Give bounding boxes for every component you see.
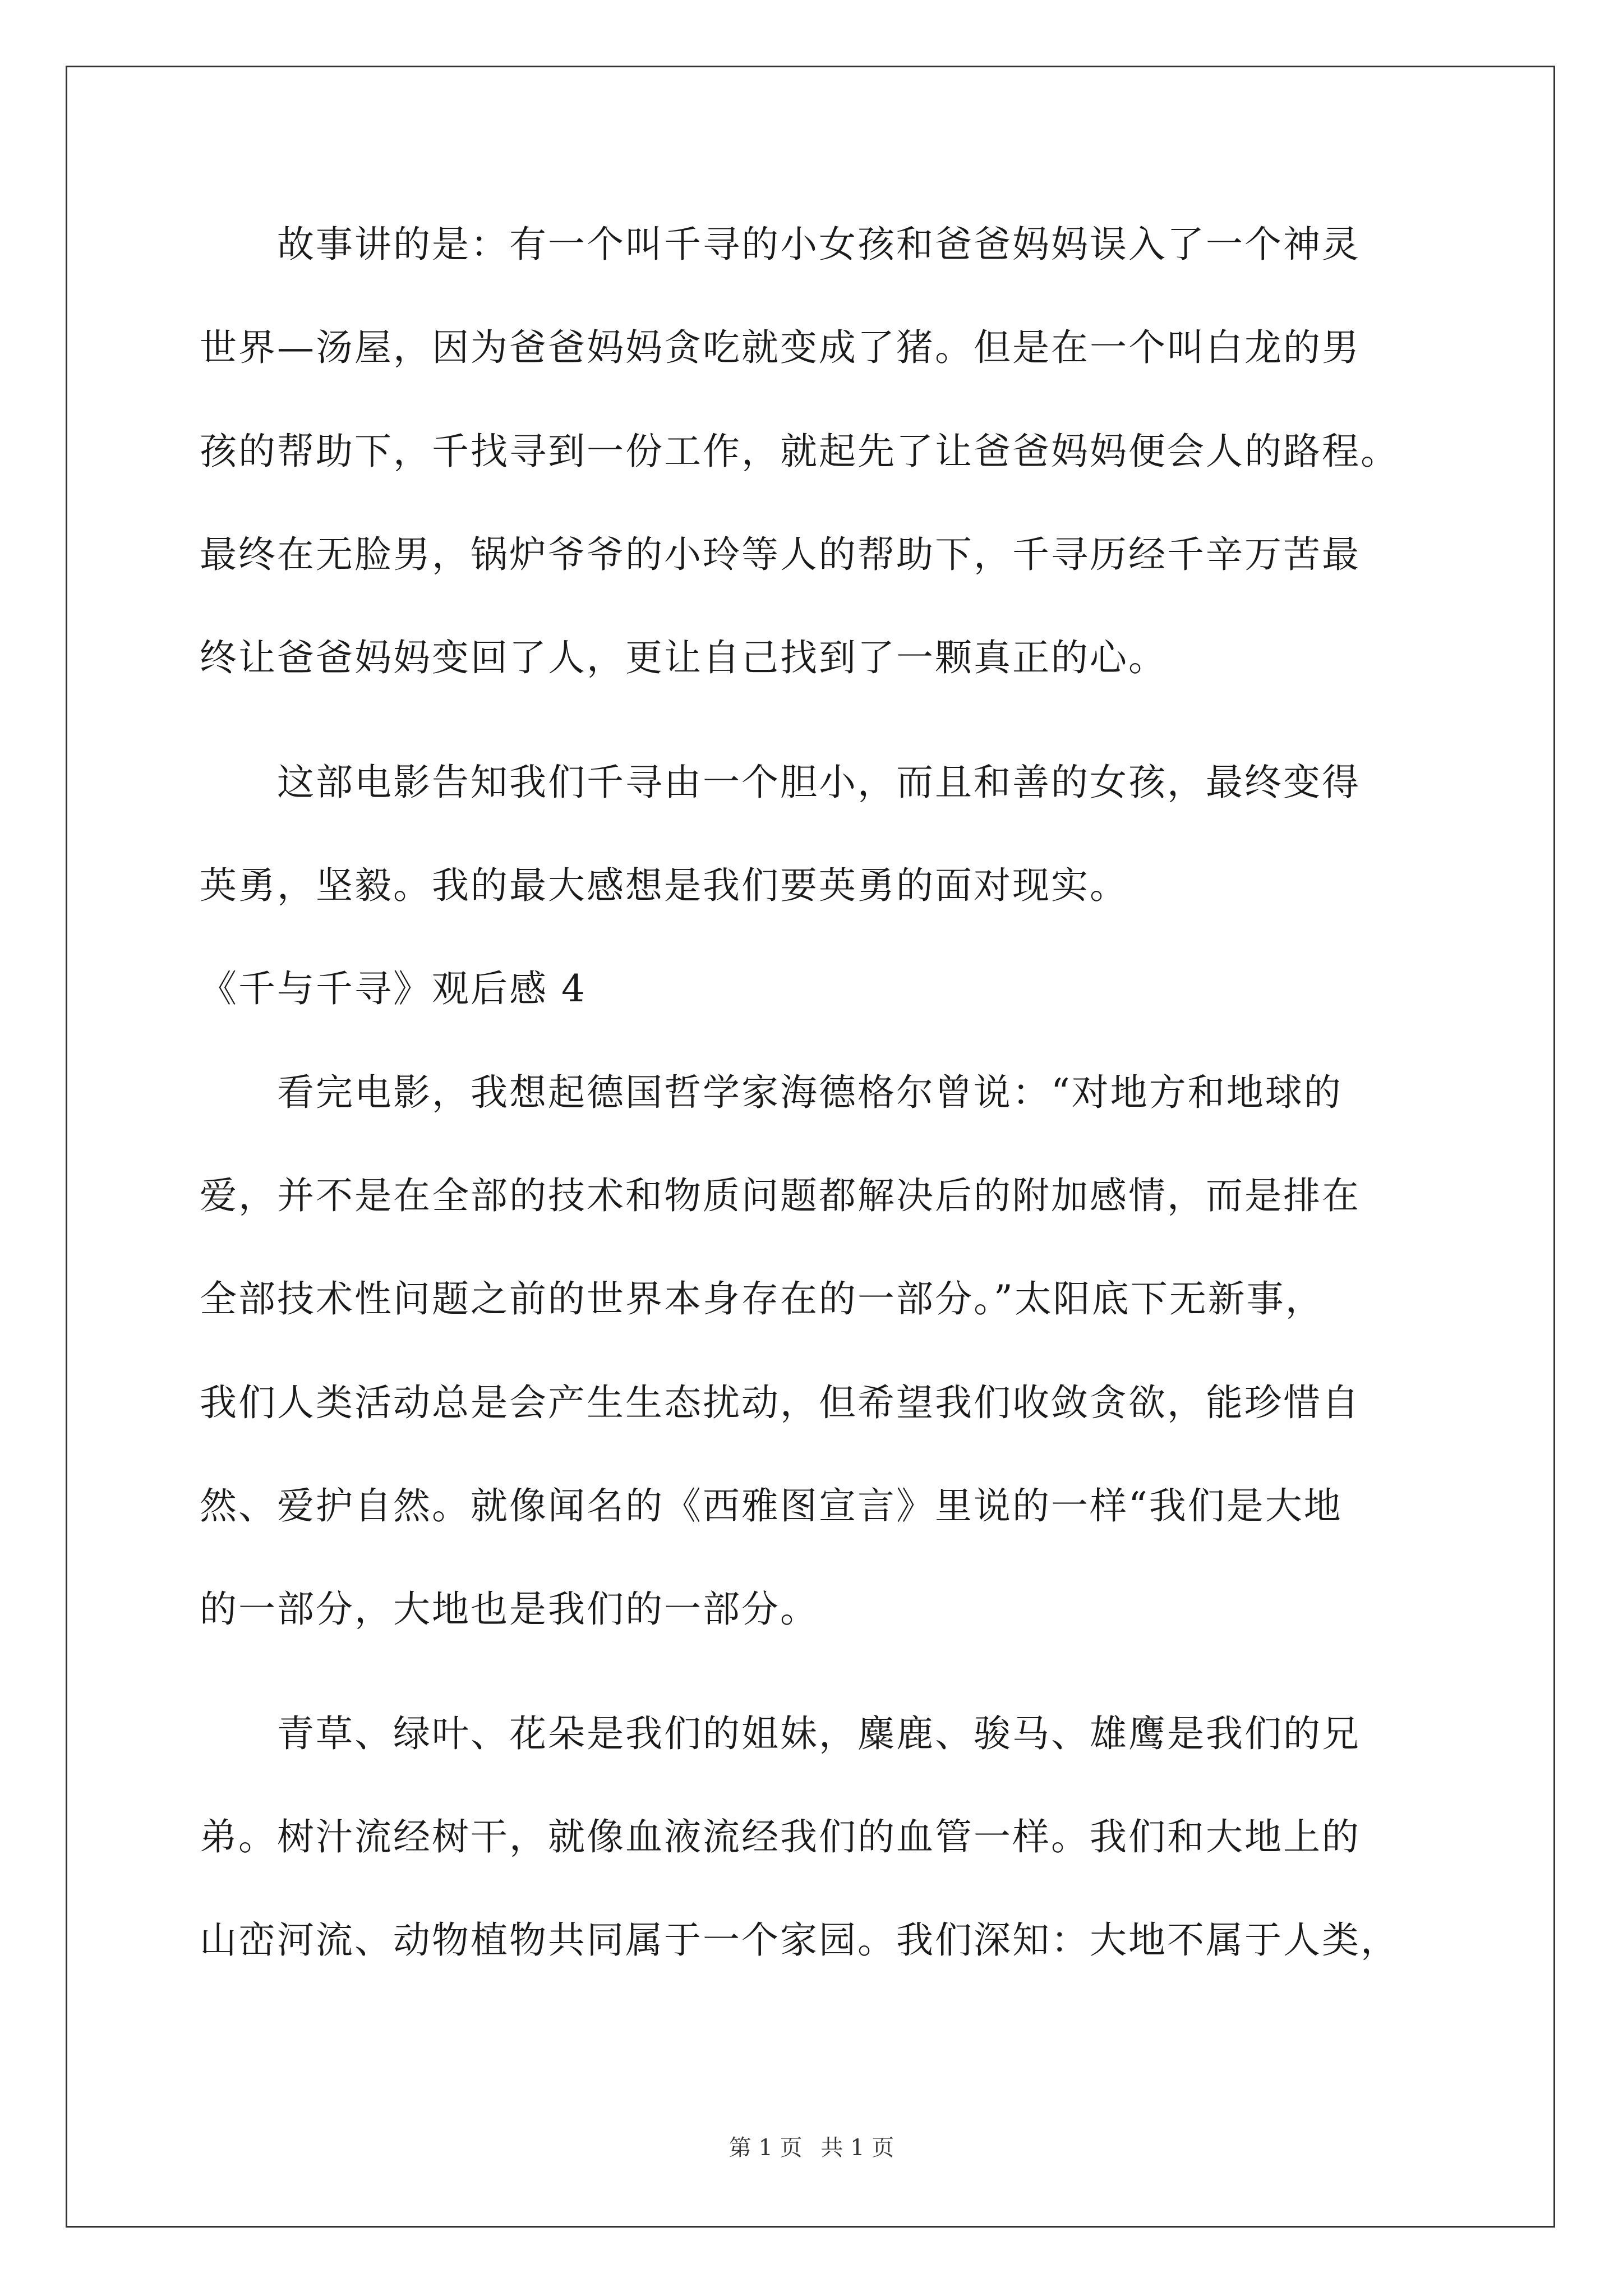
paragraph-line: 全部技术性问题之前的世界本身存在的一部分。”太阳底下无新事， — [200, 1277, 1324, 1320]
paragraph-line: 青草、绿叶、花朵是我们的姐妹，麋鹿、骏马、雄鹰是我们的兄 — [200, 1712, 1361, 1755]
page-number: 第 1 页 — [728, 2135, 803, 2161]
paragraph-line: 爱，并不是在全部的技术和物质问题都解决后的附加感情，而是排在 — [200, 1174, 1361, 1217]
paragraph-line: 山峦河流、动物植物共同属于一个家园。我们深知：大地不属于人类， — [200, 1918, 1399, 1962]
page-border — [66, 66, 1555, 2228]
paragraph-line: 的一部分，大地也是我们的一部分。 — [200, 1588, 819, 1631]
page-total: 共 1 页 — [820, 2135, 895, 2161]
paragraph-line: 我们人类活动总是会产生生态扰动，但希望我们收敛贪欲，能珍惜自 — [200, 1381, 1361, 1424]
paragraph-line: 看完电影，我想起德国哲学家海德格尔曾说：“对地方和地球的 — [200, 1071, 1343, 1114]
paragraph-line: 世界—汤屋，因为爸爸妈妈贪吃就变成了猪。但是在一个叫白龙的男 — [200, 326, 1361, 369]
paragraph-line: 终让爸爸妈妈变回了人，更让自己找到了一颗真正的心。 — [200, 636, 1167, 679]
paragraph-line: 孩的帮助下，千找寻到一份工作，就起先了让爸爸妈妈便会人的路程。 — [200, 430, 1399, 473]
paragraph-line: 弟。树汁流经树干，就像血液流经我们的血管一样。我们和大地上的 — [200, 1815, 1361, 1858]
paragraph-line: 故事讲的是：有一个叫千寻的小女孩和爸爸妈妈误入了一个神灵 — [200, 223, 1361, 266]
page-footer — [0, 2134, 1623, 2161]
paragraph-line: 最终在无脸男，锅炉爷爷的小玲等人的帮助下，千寻历经千辛万苦最 — [200, 533, 1361, 576]
section-heading: 《千与千寻》观后感 4 — [200, 967, 587, 1010]
paragraph-line: 这部电影告知我们千寻由一个胆小，而且和善的女孩，最终变得 — [200, 761, 1361, 804]
paragraph-line: 然、爱护自然。就像闻名的《西雅图宣言》里说的一样“我们是大地 — [200, 1484, 1343, 1527]
paragraph-line: 英勇，坚毅。我的最大感想是我们要英勇的面对现实。 — [200, 864, 1128, 907]
